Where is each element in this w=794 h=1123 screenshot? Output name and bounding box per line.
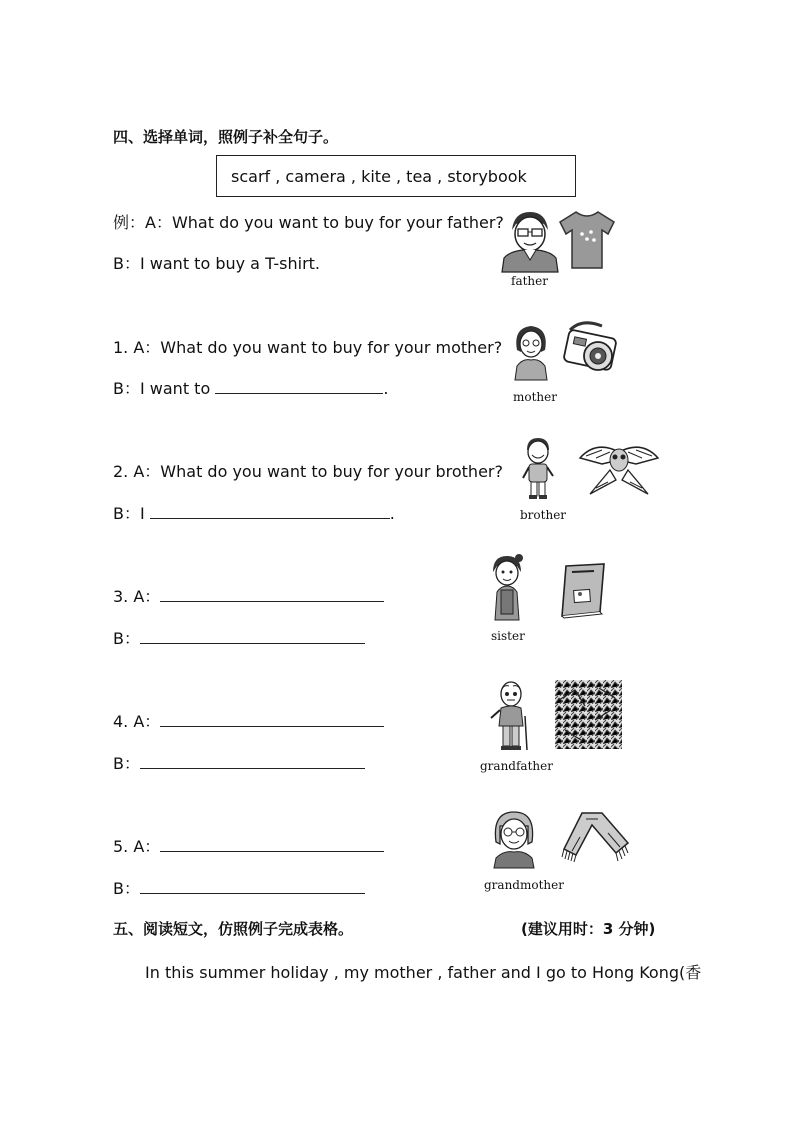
item4-question-blank[interactable] xyxy=(160,712,384,727)
item2-answer-blank[interactable] xyxy=(150,504,390,519)
sister-caption: sister xyxy=(491,629,525,643)
item4-answer-prefix: B： xyxy=(113,754,140,773)
grandfather-icon xyxy=(487,680,531,752)
item1-answer-line xyxy=(113,376,388,399)
item3-question-blank[interactable] xyxy=(160,587,384,602)
item3-question-prefix: 3. A： xyxy=(113,587,161,606)
scarf-icon xyxy=(562,811,630,863)
item4-question-prefix: 4. A： xyxy=(113,712,161,731)
father-caption: father xyxy=(511,274,548,288)
example-answer: B：I want to buy a T-shirt. xyxy=(113,254,321,273)
item5-question-line xyxy=(113,834,384,857)
grandmother-caption: grandmother xyxy=(484,878,564,892)
item1-answer-blank[interactable] xyxy=(215,379,383,394)
storybook-icon xyxy=(558,560,610,620)
item2-question: 2. A：What do you want to buy for your brother? xyxy=(113,462,503,481)
brother-icon xyxy=(521,436,555,500)
tshirt-icon xyxy=(558,210,616,270)
item2-answer-suffix: . xyxy=(389,504,395,523)
item5-question-prefix: 5. A： xyxy=(113,837,161,856)
item4-question-line xyxy=(113,709,384,732)
word-bank-text: scarf , camera , kite , tea , storybook xyxy=(231,166,527,186)
mother-icon xyxy=(511,322,551,380)
item3-answer-line xyxy=(113,626,365,649)
item2-answer-prefix: B：I xyxy=(113,504,145,523)
sister-icon xyxy=(489,552,525,622)
camera-icon xyxy=(562,320,628,376)
section4-title: 四、选择单词，照例子补全句子。 xyxy=(113,128,339,146)
item2-answer-line xyxy=(113,501,395,524)
section5-passage: In this summer holiday , my mother , father and I go to Hong Kong(香 xyxy=(145,963,702,982)
item1-answer-prefix: B：I want to xyxy=(113,379,211,398)
section5-time-hint: (建议用时：3 分钟) xyxy=(521,920,656,938)
section5-title: 五、阅读短文，仿照例子完成表格。 xyxy=(113,920,354,938)
item3-question-line xyxy=(113,584,384,607)
example-question: 例：A：What do you want to buy for your father? xyxy=(113,213,504,232)
item5-answer-line xyxy=(113,876,365,899)
item4-answer-line xyxy=(113,751,365,774)
mother-caption: mother xyxy=(513,390,557,404)
father-icon xyxy=(500,208,560,272)
item3-answer-blank[interactable] xyxy=(140,629,365,644)
grandmother-icon xyxy=(490,808,538,868)
item5-answer-blank[interactable] xyxy=(140,879,365,894)
word-bank-box xyxy=(216,155,576,197)
tea-icon xyxy=(555,680,622,749)
grandfather-caption: grandfather xyxy=(480,759,553,773)
item5-answer-prefix: B： xyxy=(113,879,140,898)
item4-answer-blank[interactable] xyxy=(140,754,365,769)
kite-icon xyxy=(576,438,662,500)
item1-answer-suffix: . xyxy=(383,379,389,398)
item5-question-blank[interactable] xyxy=(160,837,384,852)
item3-answer-prefix: B： xyxy=(113,629,140,648)
brother-caption: brother xyxy=(520,508,567,522)
item1-question: 1. A：What do you want to buy for your mother? xyxy=(113,338,503,357)
